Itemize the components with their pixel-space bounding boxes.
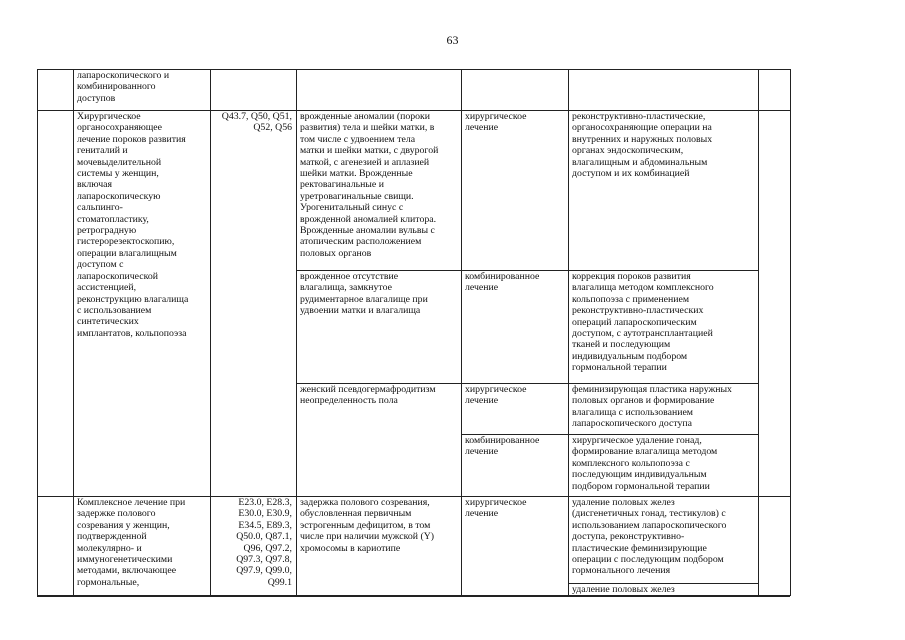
icd-codes-cell: Q43.7, Q50, Q51, Q52, Q56 xyxy=(211,111,297,497)
table-row xyxy=(38,70,791,111)
table-row xyxy=(38,497,791,584)
procedures-table xyxy=(37,69,791,596)
patient-model-cell: задержка полового созревания, обусловленная первичным эстрогенным дефицитом, в том числе при наличии мужской (Y) хромосомы в кариотипе xyxy=(297,497,462,596)
number-cell xyxy=(38,70,74,111)
treatment-method-cell: реконструктивно-пластические, органосохраняющие операции на внутренних и наружных половых органах эндоскопическим, влагалищным и абдоминальным доступом и их комбинацией xyxy=(569,111,759,271)
patient-model-cell: врожденное отсутствие влагалища, замкнутое рудиментарное влагалище при удвоении матки и влагалища xyxy=(297,271,462,384)
treatment-method-cell: феминизирующая пластика наружных половых органов и формирование влагалища с использованием лапароскопического доступа xyxy=(569,384,759,435)
cost-cell xyxy=(759,70,791,111)
treatment-method-cell: удаление половых желез xyxy=(569,584,759,596)
table-row xyxy=(38,111,791,271)
number-cell xyxy=(38,111,74,497)
treatment-method-cell: хирургическое удаление гонад, формирование влагалища методом комплексного кольпопоэза с последующим индивидуальным подбором гормональной терапии xyxy=(569,435,759,497)
treatment-type-cell xyxy=(462,70,569,111)
patient-model-cell: женский псевдогермафродитизм неопределенность пола xyxy=(297,384,462,497)
procedure-name-cell: Комплексное лечение при задержке полового созревания у женщин, подтвержденной молекулярно- и иммуногенетическими методами, включающее гормональные, xyxy=(74,497,211,596)
procedure-name-cell: Хирургическое органосохраняющее лечение пороков развития гениталий и мочевыделительной системы у женщин, включая лапароскопическую сальпинго- стоматопластику, ретроградную гистерорезектоскопию, операции влагалищным доступом с лапароскопической ассистенцией, реконструкцию влагалища с использованием синтетических имплантатов, кольпопоэза xyxy=(74,111,211,497)
icd-codes-cell xyxy=(211,70,297,111)
cost-cell xyxy=(759,111,791,497)
table-bottom-rule xyxy=(37,596,790,597)
treatment-method-cell: коррекция пороков развития влагалища методом комплексного кольпопоэза с применением реконструктивно-пластических операций лапароскопическим доступом, с аутотрансплантацией тканей и последующим индивидуальным подбором гормональной терапии xyxy=(569,271,759,384)
page-number: 63 xyxy=(446,33,459,47)
procedure-name-cell: лапароскопического и комбинированного доступов xyxy=(74,70,211,111)
treatment-type-cell: комбинированное лечение xyxy=(462,435,569,497)
patient-model-cell xyxy=(297,70,462,111)
treatment-type-cell: хирургическое лечение xyxy=(462,111,569,271)
treatment-method-cell: удаление половых желез (дисгенетичных гонад, тестикулов) с использованием лапароскопического доступа, реконструктивно- пластические феминизирующие операции с последующим подбором гормонального лечения xyxy=(569,497,759,584)
treatment-method-cell xyxy=(569,70,759,111)
number-cell xyxy=(38,497,74,596)
patient-model-cell: врожденные аномалии (пороки развития) тела и шейки матки, в том числе с удвоением тела матки и шейки матки, с двурогой маткой, с агенезией и аплазией шейки матки. Врожденные ректовагинальные и уретровагинальные свищи. Урогенитальный синус с врожденной аномалией клитора. Врожденные аномалии вульвы с атопическим расположением половых органов xyxy=(297,111,462,271)
icd-codes-cell: E23.0, E28.3, E30.0, E30.9, E34.5, E89.3, Q50.0, Q87.1, Q96, Q97.2, Q97.3, Q97.8, Q97.9, Q99.0, Q99.1 xyxy=(211,497,297,596)
treatment-type-cell: хирургическое лечение xyxy=(462,384,569,435)
treatment-type-cell: хирургическое лечение xyxy=(462,497,569,596)
treatment-type-cell: комбинированное лечение xyxy=(462,271,569,384)
cost-cell xyxy=(759,497,791,596)
